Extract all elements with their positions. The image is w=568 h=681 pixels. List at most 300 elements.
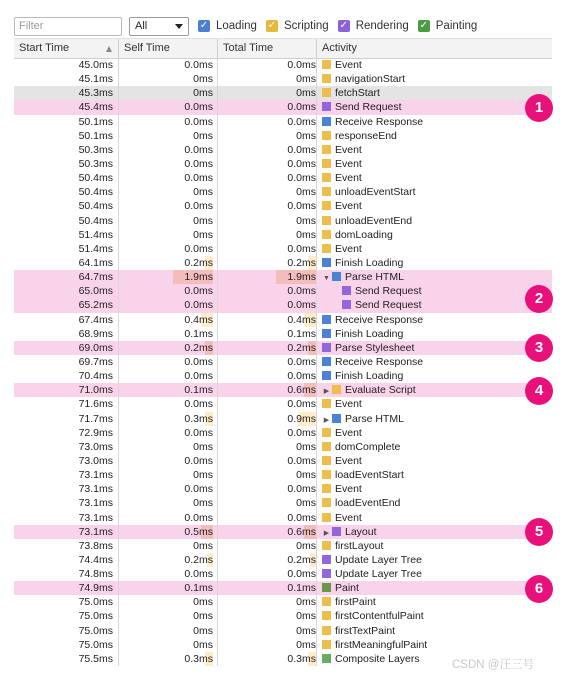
activity-label: Event bbox=[335, 157, 362, 170]
activity-cell bbox=[316, 171, 552, 185]
self-time-value: 0ms bbox=[193, 624, 213, 637]
table-header bbox=[14, 38, 552, 59]
self-time-cell bbox=[118, 426, 213, 440]
self-time-value: 0.2ms bbox=[184, 256, 213, 269]
activity-cell bbox=[316, 270, 552, 284]
total-time-value: 0ms bbox=[296, 596, 316, 609]
category-swatch-icon bbox=[332, 385, 341, 394]
activity-label: Event bbox=[335, 200, 362, 213]
self-time-cell bbox=[118, 115, 213, 129]
start-time-cell: 73.1ms bbox=[78, 511, 113, 524]
activity-cell bbox=[316, 313, 552, 327]
category-swatch-icon bbox=[332, 414, 341, 423]
total-time-cell bbox=[217, 412, 316, 426]
category-swatch-icon bbox=[322, 640, 331, 649]
table-row[interactable] bbox=[14, 539, 552, 553]
self-time-cell bbox=[118, 284, 213, 298]
total-time-cell bbox=[217, 511, 316, 525]
activity-cell bbox=[316, 567, 552, 581]
self-time-value: 0.0ms bbox=[184, 511, 213, 524]
start-time-cell: 45.0ms bbox=[78, 59, 113, 71]
activity-cell bbox=[316, 214, 552, 228]
table-row[interactable] bbox=[14, 86, 552, 100]
total-time-cell bbox=[217, 482, 316, 496]
total-time-value: 0.0ms bbox=[287, 172, 316, 185]
activity-label: Update Layer Tree bbox=[335, 568, 422, 581]
activity-label: Send Request bbox=[355, 285, 422, 298]
category-swatch-icon bbox=[322, 456, 331, 465]
category-select-value: All bbox=[135, 20, 148, 32]
total-time-value: 0.0ms bbox=[287, 370, 316, 383]
self-time-cell bbox=[118, 624, 213, 638]
table-row[interactable] bbox=[14, 199, 552, 213]
activity-label: Receive Response bbox=[335, 313, 424, 326]
checkmark-icon: ✓ bbox=[419, 20, 428, 31]
activity-label: Update Layer Tree bbox=[335, 553, 422, 566]
table-row[interactable] bbox=[14, 468, 552, 482]
activity-label: Event bbox=[335, 143, 362, 156]
annotation-badge: 3 bbox=[525, 334, 553, 362]
activity-label: unloadEventStart bbox=[335, 186, 416, 199]
self-time-value: 0ms bbox=[193, 228, 213, 241]
table-row[interactable] bbox=[14, 129, 552, 143]
total-time-cell bbox=[217, 397, 316, 411]
checkbox-loading[interactable] bbox=[198, 20, 257, 32]
activity-label: Layout bbox=[345, 525, 377, 538]
column-start-time-label: Start Time bbox=[19, 42, 70, 54]
activity-label: domLoading bbox=[335, 228, 393, 241]
table-row[interactable] bbox=[14, 511, 552, 525]
total-time-value: 0.0ms bbox=[287, 454, 316, 467]
self-time-value: 0.0ms bbox=[184, 59, 213, 71]
start-time-cell: 50.1ms bbox=[78, 115, 113, 128]
category-swatch-icon bbox=[322, 498, 331, 507]
category-swatch-icon bbox=[322, 102, 331, 111]
self-time-cell bbox=[118, 214, 213, 228]
start-time-cell: 70.4ms bbox=[78, 370, 113, 383]
table-row[interactable] bbox=[14, 454, 552, 468]
self-time-value: 0ms bbox=[193, 214, 213, 227]
table-row[interactable] bbox=[14, 369, 552, 383]
self-time-value: 0.3ms bbox=[184, 412, 213, 425]
self-time-cell bbox=[118, 567, 213, 581]
table-row[interactable] bbox=[14, 482, 552, 496]
total-time-value: 0ms bbox=[296, 610, 316, 623]
category-swatch-icon bbox=[322, 258, 331, 267]
total-time-value: 0ms bbox=[296, 624, 316, 637]
total-time-cell bbox=[217, 539, 316, 553]
start-time-cell: 45.4ms bbox=[78, 101, 113, 114]
table-row[interactable] bbox=[14, 228, 552, 242]
annotation-badge: 6 bbox=[525, 575, 553, 603]
table-row[interactable] bbox=[14, 115, 552, 129]
annotation-badge: 1 bbox=[525, 94, 553, 122]
total-time-value: 0ms bbox=[296, 73, 316, 86]
table-row[interactable] bbox=[14, 624, 552, 638]
activity-cell bbox=[316, 440, 552, 454]
table-row[interactable] bbox=[14, 256, 552, 270]
activity-cell bbox=[316, 143, 552, 157]
category-swatch-icon bbox=[322, 230, 331, 239]
total-time-cell bbox=[217, 313, 316, 327]
self-time-value: 0.0ms bbox=[184, 568, 213, 581]
activity-cell bbox=[316, 426, 552, 440]
self-time-cell bbox=[118, 397, 213, 411]
activity-cell bbox=[316, 157, 552, 171]
total-time-cell bbox=[217, 496, 316, 510]
self-time-value: 0.0ms bbox=[184, 355, 213, 368]
activity-label: navigationStart bbox=[335, 73, 406, 86]
self-time-value: 0.2ms bbox=[184, 553, 213, 566]
activity-cell bbox=[316, 185, 552, 199]
self-time-cell bbox=[118, 228, 213, 242]
total-time-cell bbox=[217, 115, 316, 129]
activity-label: responseEnd bbox=[335, 129, 397, 142]
start-time-cell: 71.6ms bbox=[78, 398, 113, 411]
self-time-cell bbox=[118, 355, 213, 369]
total-time-value: 0.0ms bbox=[287, 200, 316, 213]
activity-cell bbox=[316, 355, 552, 369]
category-select[interactable] bbox=[129, 17, 189, 36]
activity-label: Event bbox=[335, 426, 362, 439]
self-time-value: 0.5ms bbox=[184, 525, 213, 538]
start-time-cell: 71.0ms bbox=[78, 384, 113, 397]
activity-cell bbox=[316, 327, 552, 341]
start-time-cell: 64.7ms bbox=[78, 271, 113, 284]
activity-cell bbox=[316, 525, 552, 539]
total-time-cell bbox=[217, 341, 316, 355]
total-time-value: 0.0ms bbox=[287, 285, 316, 298]
self-time-cell bbox=[118, 454, 213, 468]
table-row[interactable] bbox=[14, 496, 552, 510]
table-row[interactable] bbox=[14, 157, 552, 171]
total-time-cell bbox=[217, 652, 316, 666]
collapsed-arrow-icon[interactable]: ▶ bbox=[323, 416, 330, 424]
total-time-cell bbox=[217, 185, 316, 199]
self-time-value: 0ms bbox=[193, 186, 213, 199]
table-row[interactable] bbox=[14, 355, 552, 369]
start-time-cell: 50.4ms bbox=[78, 214, 113, 227]
self-time-value: 0.0ms bbox=[184, 101, 213, 114]
category-swatch-icon bbox=[322, 357, 331, 366]
total-time-cell bbox=[217, 270, 316, 284]
start-time-cell: 64.1ms bbox=[78, 256, 113, 269]
self-time-cell bbox=[118, 72, 213, 86]
total-time-cell bbox=[217, 58, 316, 72]
sort-ascending-icon bbox=[106, 46, 112, 52]
category-swatch-icon bbox=[322, 74, 331, 83]
activity-label: Finish Loading bbox=[335, 327, 404, 340]
activity-label: Send Request bbox=[335, 101, 402, 114]
category-swatch-icon bbox=[322, 244, 331, 253]
checkmark-icon: ✓ bbox=[339, 20, 348, 31]
table-row[interactable] bbox=[14, 638, 552, 652]
total-time-value: 0ms bbox=[296, 228, 316, 241]
activity-label: firstLayout bbox=[335, 539, 384, 552]
table-row[interactable] bbox=[14, 397, 552, 411]
column-total-time[interactable] bbox=[217, 39, 316, 58]
self-time-cell bbox=[118, 539, 213, 553]
table-row[interactable] bbox=[14, 284, 552, 298]
total-time-cell bbox=[217, 525, 316, 539]
total-time-cell bbox=[217, 440, 316, 454]
table-row[interactable] bbox=[14, 242, 552, 256]
activity-cell bbox=[316, 383, 552, 397]
start-time-cell: 73.1ms bbox=[78, 497, 113, 510]
activity-cell bbox=[316, 397, 552, 411]
self-time-value: 0ms bbox=[193, 539, 213, 552]
self-time-value: 0.0ms bbox=[184, 200, 213, 213]
table-row[interactable] bbox=[14, 525, 552, 539]
self-time-cell bbox=[118, 242, 213, 256]
activity-label: unloadEventEnd bbox=[335, 214, 413, 227]
category-swatch-icon bbox=[322, 60, 331, 69]
activity-cell bbox=[316, 412, 552, 426]
total-time-value: 0.0ms bbox=[287, 426, 316, 439]
table-row[interactable] bbox=[14, 440, 552, 454]
self-time-cell bbox=[118, 171, 213, 185]
self-time-value: 0.0ms bbox=[184, 483, 213, 496]
activity-label: Parse HTML bbox=[345, 271, 404, 284]
activity-cell bbox=[316, 341, 552, 355]
self-time-cell bbox=[118, 157, 213, 171]
self-time-cell bbox=[118, 496, 213, 510]
activity-label: Event bbox=[335, 398, 362, 411]
table-row[interactable] bbox=[14, 567, 552, 581]
table-row[interactable] bbox=[14, 412, 552, 426]
category-swatch-icon bbox=[322, 399, 331, 408]
total-time-cell bbox=[217, 609, 316, 623]
start-time-cell: 74.8ms bbox=[78, 568, 113, 581]
checkbox-painting[interactable] bbox=[418, 20, 478, 32]
self-time-cell bbox=[118, 440, 213, 454]
category-swatch-icon bbox=[322, 315, 331, 324]
activity-cell bbox=[316, 298, 552, 312]
column-start-time[interactable] bbox=[14, 39, 118, 58]
table-row[interactable] bbox=[14, 214, 552, 228]
table-row[interactable] bbox=[14, 270, 552, 284]
activity-cell bbox=[316, 638, 552, 652]
self-time-value: 0.0ms bbox=[184, 299, 213, 312]
activity-label: Send Request bbox=[355, 299, 422, 312]
activity-cell bbox=[316, 369, 552, 383]
self-time-cell bbox=[118, 199, 213, 213]
self-time-value: 0ms bbox=[193, 610, 213, 623]
activity-cell bbox=[316, 100, 552, 114]
table-row[interactable] bbox=[14, 72, 552, 86]
self-time-value: 0.1ms bbox=[184, 384, 213, 397]
self-time-cell bbox=[118, 58, 213, 72]
self-time-value: 0.3ms bbox=[184, 652, 213, 665]
total-time-cell bbox=[217, 581, 316, 595]
category-swatch-icon bbox=[322, 131, 331, 140]
column-activity-label: Activity bbox=[322, 42, 357, 54]
self-time-cell bbox=[118, 468, 213, 482]
total-time-value: 0.6ms bbox=[287, 384, 316, 397]
total-time-value: 0ms bbox=[296, 87, 316, 100]
total-time-value: 0ms bbox=[296, 497, 316, 510]
activity-label: firstMeaningfulPaint bbox=[335, 638, 428, 651]
category-swatch-icon bbox=[322, 88, 331, 97]
category-swatch-icon bbox=[322, 428, 331, 437]
category-swatch-icon bbox=[322, 555, 331, 564]
category-swatch-icon bbox=[322, 654, 331, 663]
table-row[interactable] bbox=[14, 298, 552, 312]
watermark: CSDN @汪三号 bbox=[452, 659, 534, 671]
total-time-value: 0.0ms bbox=[287, 143, 316, 156]
start-time-cell: 50.4ms bbox=[78, 200, 113, 213]
toolbar bbox=[14, 14, 554, 38]
checkmark-icon: ✓ bbox=[199, 20, 209, 31]
activity-label: Event bbox=[335, 454, 362, 467]
self-time-cell bbox=[118, 412, 213, 426]
category-swatch-icon bbox=[332, 527, 341, 536]
category-swatch-icon bbox=[322, 343, 331, 352]
total-time-value: 0.1ms bbox=[287, 582, 316, 595]
table-row[interactable] bbox=[14, 58, 552, 72]
activity-label: firstTextPaint bbox=[335, 624, 396, 637]
activity-label: Event bbox=[335, 483, 362, 496]
start-time-cell: 72.9ms bbox=[78, 426, 113, 439]
total-time-value: 0.2ms bbox=[287, 256, 316, 269]
start-time-cell: 73.8ms bbox=[78, 539, 113, 552]
self-time-cell bbox=[118, 638, 213, 652]
activity-cell bbox=[316, 72, 552, 86]
category-swatch-icon bbox=[322, 611, 331, 620]
total-time-value: 0.0ms bbox=[287, 299, 316, 312]
category-swatch-icon bbox=[322, 216, 331, 225]
start-time-cell: 73.1ms bbox=[78, 483, 113, 496]
start-time-cell: 50.4ms bbox=[78, 186, 113, 199]
activity-label: Finish Loading bbox=[335, 370, 404, 383]
table-row[interactable] bbox=[14, 313, 552, 327]
table-row[interactable] bbox=[14, 553, 552, 567]
annotation-badge: 4 bbox=[525, 377, 553, 405]
start-time-cell: 50.3ms bbox=[78, 157, 113, 170]
activity-label: Receive Response bbox=[335, 115, 424, 128]
self-time-cell bbox=[118, 482, 213, 496]
total-time-cell bbox=[217, 100, 316, 114]
start-time-cell: 65.2ms bbox=[78, 299, 113, 312]
total-time-value: 0.2ms bbox=[287, 341, 316, 354]
self-time-cell bbox=[118, 609, 213, 623]
start-time-cell: 73.1ms bbox=[78, 469, 113, 482]
table-row[interactable] bbox=[14, 100, 552, 114]
category-swatch-icon bbox=[322, 187, 331, 196]
table-row[interactable] bbox=[14, 185, 552, 199]
start-time-cell: 50.1ms bbox=[78, 129, 113, 142]
self-time-cell bbox=[118, 553, 213, 567]
self-time-value: 0.4ms bbox=[184, 313, 213, 326]
activity-label: Parse HTML bbox=[345, 412, 404, 425]
start-time-cell: 73.0ms bbox=[78, 440, 113, 453]
total-time-value: 0.4ms bbox=[287, 313, 316, 326]
checkbox-rendering[interactable] bbox=[338, 20, 409, 32]
collapsed-arrow-icon[interactable]: ▶ bbox=[323, 388, 330, 396]
column-self-time[interactable] bbox=[118, 39, 217, 58]
self-time-value: 0.0ms bbox=[184, 370, 213, 383]
start-time-cell: 75.0ms bbox=[78, 638, 113, 651]
filter-input[interactable] bbox=[14, 17, 122, 36]
category-swatch-icon bbox=[322, 569, 331, 578]
total-time-value: 0ms bbox=[296, 469, 316, 482]
collapsed-arrow-icon[interactable]: ▶ bbox=[323, 529, 330, 537]
total-time-cell bbox=[217, 171, 316, 185]
table-row[interactable] bbox=[14, 595, 552, 609]
activity-label: Finish Loading bbox=[335, 256, 404, 269]
activity-cell bbox=[316, 129, 552, 143]
table-row[interactable] bbox=[14, 327, 552, 341]
activity-cell bbox=[316, 454, 552, 468]
self-time-cell bbox=[118, 595, 213, 609]
activity-cell bbox=[316, 228, 552, 242]
table-row[interactable] bbox=[14, 426, 552, 440]
total-time-value: 0ms bbox=[296, 129, 316, 142]
start-time-cell: 69.7ms bbox=[78, 355, 113, 368]
category-swatch-icon bbox=[322, 484, 331, 493]
activity-label: Event bbox=[335, 242, 362, 255]
total-time-cell bbox=[217, 595, 316, 609]
start-time-cell: 74.9ms bbox=[78, 582, 113, 595]
self-time-value: 0.0ms bbox=[184, 398, 213, 411]
table-row[interactable] bbox=[14, 581, 552, 595]
activity-label: Event bbox=[335, 59, 362, 71]
total-time-value: 0.0ms bbox=[287, 157, 316, 170]
total-time-cell bbox=[217, 327, 316, 341]
column-total-time-label: Total Time bbox=[223, 42, 274, 54]
checkbox-scripting[interactable] bbox=[266, 20, 329, 32]
table-row[interactable] bbox=[14, 143, 552, 157]
total-time-cell bbox=[217, 72, 316, 86]
category-swatch-icon bbox=[322, 626, 331, 635]
self-time-cell bbox=[118, 86, 213, 100]
category-swatch-icon bbox=[322, 371, 331, 380]
total-time-value: 0.3ms bbox=[287, 652, 316, 665]
activity-cell bbox=[316, 199, 552, 213]
self-time-value: 0ms bbox=[193, 497, 213, 510]
total-time-cell bbox=[217, 454, 316, 468]
category-swatch-icon bbox=[322, 117, 331, 126]
total-time-value: 0.0ms bbox=[287, 398, 316, 411]
total-time-cell bbox=[217, 199, 316, 213]
table-row[interactable] bbox=[14, 609, 552, 623]
self-time-value: 0ms bbox=[193, 73, 213, 86]
total-time-value: 0ms bbox=[296, 186, 316, 199]
start-time-cell: 75.0ms bbox=[78, 596, 113, 609]
start-time-cell: 45.1ms bbox=[78, 73, 113, 86]
table-row[interactable] bbox=[14, 383, 552, 397]
self-time-cell bbox=[118, 581, 213, 595]
total-time-value: 0ms bbox=[296, 539, 316, 552]
self-time-value: 0.0ms bbox=[184, 157, 213, 170]
self-time-cell bbox=[118, 327, 213, 341]
start-time-cell: 65.0ms bbox=[78, 285, 113, 298]
activity-cell bbox=[316, 496, 552, 510]
activity-label: Parse Stylesheet bbox=[335, 341, 415, 354]
self-time-value: 0.0ms bbox=[184, 115, 213, 128]
total-time-value: 0.0ms bbox=[287, 59, 316, 71]
expanded-arrow-icon[interactable]: ▼ bbox=[323, 275, 330, 283]
column-activity[interactable] bbox=[316, 39, 552, 58]
self-time-cell bbox=[118, 383, 213, 397]
table-row[interactable] bbox=[14, 171, 552, 185]
total-time-value: 1.9ms bbox=[287, 271, 316, 284]
activity-label: loadEventStart bbox=[335, 469, 404, 482]
total-time-value: 0ms bbox=[296, 638, 316, 651]
checkmark-icon: ✓ bbox=[267, 20, 277, 31]
table-row[interactable] bbox=[14, 341, 552, 355]
category-swatch-icon bbox=[342, 286, 351, 295]
